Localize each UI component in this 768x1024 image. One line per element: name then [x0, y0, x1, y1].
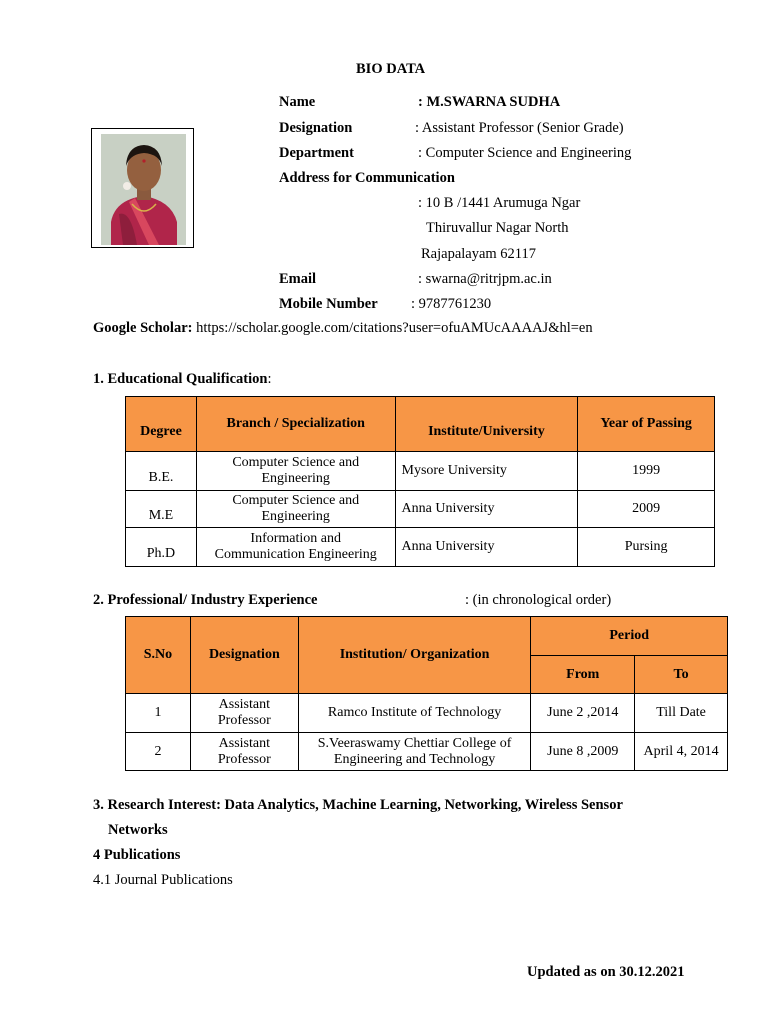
address-line-2: Thiruvallur Nagar North	[426, 220, 569, 236]
to-cell: Till Date	[635, 694, 728, 733]
institute-cell: Mysore University	[395, 452, 578, 491]
designation-value: : Assistant Professor (Senior Grade)	[415, 120, 624, 136]
profile-photo	[101, 134, 186, 245]
scholar-label: Google Scholar:	[93, 320, 193, 336]
profile-photo-frame	[91, 128, 194, 248]
updated-date: Updated as on 30.12.2021	[527, 964, 685, 980]
sno-cell: 2	[126, 733, 191, 771]
table-row	[126, 491, 715, 528]
research-interest-line-2: Networks	[108, 822, 168, 838]
research-interest-line-1: 3. Research Interest: Data Analytics, Machine Learning, Networking, Wireless Sensor	[93, 797, 623, 813]
institute-cell: Anna University	[395, 528, 578, 567]
header-from: From	[531, 656, 635, 694]
department-value: : Computer Science and Engineering	[418, 145, 632, 161]
header-designation: Designation	[190, 617, 298, 694]
header-institution: Institution/ Organization	[298, 617, 531, 694]
email-value: : swarna@ritrjpm.ac.in	[418, 271, 552, 287]
degree-cell: M.E	[126, 491, 197, 528]
branch-cell: Computer Science and Engineering	[196, 452, 395, 491]
table-row	[126, 452, 715, 491]
year-cell: 1999	[578, 452, 715, 491]
experience-table	[125, 616, 728, 771]
experience-note: : (in chronological order)	[465, 592, 612, 608]
designation-cell: Assistant Professor	[190, 694, 298, 733]
address-label: Address for Communication	[279, 170, 455, 186]
publications-title: 4 Publications	[93, 847, 181, 863]
designation-label: Designation	[279, 120, 353, 136]
mobile-value: : 9787761230	[411, 296, 492, 312]
header-to: To	[635, 656, 728, 694]
mobile-label: Mobile Number	[279, 296, 378, 312]
education-table	[125, 396, 715, 567]
degree-cell: B.E.	[126, 452, 197, 491]
from-cell: June 8 ,2009	[531, 733, 635, 771]
address-line-3: Rajapalayam 62117	[421, 246, 537, 262]
experience-section-title: 2. Professional/ Industry Experience	[93, 592, 318, 608]
header-degree: Degree	[126, 397, 197, 452]
institution-cell: Ramco Institute of Technology	[298, 694, 531, 733]
to-cell: April 4, 2014	[635, 733, 728, 771]
header-branch: Branch / Specialization	[196, 397, 395, 452]
table-row	[126, 528, 715, 567]
header-year: Year of Passing	[578, 397, 715, 452]
google-scholar-line	[93, 320, 593, 337]
branch-cell: Information and Communication Engineering	[196, 528, 395, 567]
degree-cell: Ph.D	[126, 528, 197, 567]
header-period: Period	[531, 617, 728, 656]
header-institute: Institute/University	[395, 397, 578, 452]
email-label: Email	[279, 271, 317, 287]
department-label: Department	[279, 145, 354, 161]
table-row	[126, 733, 728, 771]
education-section-title: 1. Educational Qualification:	[93, 371, 272, 387]
name-label: Name	[279, 94, 316, 110]
journal-publications-subtitle: 4.1 Journal Publications	[93, 872, 233, 888]
institution-cell: S.Veeraswamy Chettiar College of Engineering and Technology	[298, 733, 531, 771]
address-line-1: : 10 B /1441 Arumuga Ngar	[418, 195, 581, 211]
from-cell: June 2 ,2014	[531, 694, 635, 733]
year-cell: 2009	[578, 491, 715, 528]
table-row	[126, 694, 728, 733]
institute-cell: Anna University	[395, 491, 578, 528]
experience-header-row	[126, 617, 728, 656]
branch-cell: Computer Science and Engineering	[196, 491, 395, 528]
year-cell: Pursing	[578, 528, 715, 567]
person-portrait-icon	[101, 134, 186, 245]
scholar-link[interactable]: https://scholar.google.com/citations?user=ofuAMUcAAAAJ&hl=en	[196, 320, 593, 336]
page-title: BIO DATA	[356, 61, 426, 77]
education-header-row	[126, 397, 715, 452]
designation-cell: Assistant Professor	[190, 733, 298, 771]
name-value: : M.SWARNA SUDHA	[418, 94, 561, 110]
sno-cell: 1	[126, 694, 191, 733]
header-sno: S.No	[126, 617, 191, 694]
